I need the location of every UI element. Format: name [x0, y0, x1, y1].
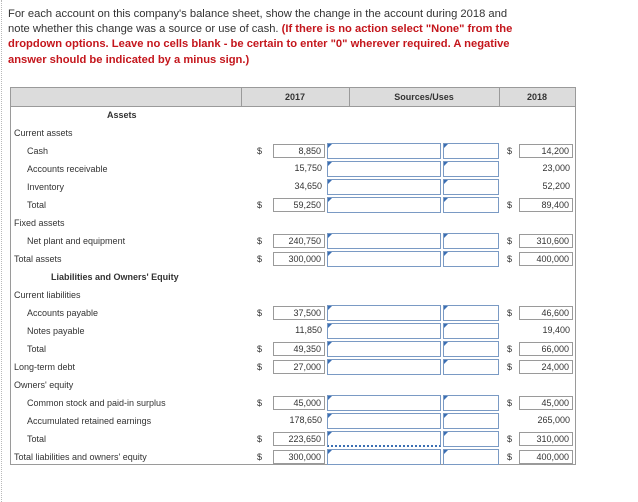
header-sources-uses: Sources/Uses — [394, 92, 454, 102]
row-label: Total assets — [14, 254, 62, 264]
value-2017: 223,650 — [273, 432, 325, 446]
source-use-dropdown[interactable] — [443, 179, 499, 195]
change-input[interactable] — [327, 323, 441, 339]
dropdown-marker-icon — [444, 306, 448, 310]
value-2018: 19,400 — [542, 325, 570, 335]
table-row — [11, 430, 575, 448]
dropdown-marker-icon — [444, 198, 448, 202]
row-label: Notes payable — [27, 326, 85, 336]
dropdown-marker-icon — [444, 324, 448, 328]
value-2017: 37,500 — [273, 306, 325, 320]
currency-2018: $ — [507, 308, 513, 318]
value-2017: 34,650 — [294, 181, 322, 191]
currency-2017: $ — [257, 308, 263, 318]
dropdown-marker-icon — [444, 252, 448, 256]
source-use-dropdown[interactable] — [443, 251, 499, 267]
value-2017: 45,000 — [273, 396, 325, 410]
source-use-dropdown[interactable] — [443, 143, 499, 159]
dropdown-marker-icon — [444, 342, 448, 346]
value-2018: 14,200 — [519, 144, 573, 158]
value-2018: 89,400 — [519, 198, 573, 212]
value-2018: 265,000 — [537, 415, 570, 425]
table-row — [11, 250, 575, 268]
input-marker-icon — [328, 324, 332, 328]
row-label: Total — [27, 200, 47, 210]
dropdown-marker-icon — [444, 144, 448, 148]
input-marker-icon — [328, 360, 332, 364]
input-marker-icon — [328, 144, 332, 148]
dropdown-marker-icon — [444, 162, 448, 166]
change-input[interactable] — [327, 305, 441, 321]
value-2018: 45,000 — [519, 396, 573, 410]
row-label: Inventory — [27, 182, 65, 192]
row-label: Current assets — [14, 128, 73, 138]
table-row — [11, 448, 575, 466]
value-2018: 24,000 — [519, 360, 573, 374]
source-use-dropdown[interactable] — [443, 395, 499, 411]
row-label: Accounts receivable — [27, 164, 108, 174]
value-2017: 49,350 — [273, 342, 325, 356]
value-2017: 59,250 — [273, 198, 325, 212]
balance-sheet-table — [10, 87, 576, 465]
source-use-dropdown[interactable] — [443, 431, 499, 447]
dropdown-marker-icon — [444, 360, 448, 364]
table-row — [11, 232, 575, 250]
row-label: Net plant and equipment — [27, 236, 126, 246]
value-2017: 11,850 — [295, 325, 322, 335]
currency-2018: $ — [507, 452, 513, 462]
row-label: Assets — [107, 110, 137, 120]
input-marker-icon — [328, 342, 332, 346]
row-label: Accumulated retained earnings — [27, 416, 152, 426]
currency-2018: $ — [507, 398, 513, 408]
header-2018: 2018 — [526, 92, 548, 102]
change-input[interactable] — [327, 233, 441, 249]
currency-2017: $ — [257, 344, 263, 354]
input-marker-icon — [328, 414, 332, 418]
table-row — [11, 286, 575, 304]
source-use-dropdown[interactable] — [443, 341, 499, 357]
row-label: Owners' equity — [14, 380, 74, 390]
value-2018: 23,000 — [542, 163, 570, 173]
source-use-dropdown[interactable] — [443, 323, 499, 339]
value-2017: 178,650 — [289, 415, 322, 425]
table-row — [11, 304, 575, 322]
row-label: Total — [27, 344, 47, 354]
currency-2017: $ — [257, 434, 263, 444]
table-row — [11, 340, 575, 358]
table-row — [11, 358, 575, 376]
table-row — [11, 142, 575, 160]
change-input[interactable] — [327, 395, 441, 411]
source-use-dropdown[interactable] — [443, 197, 499, 213]
change-input[interactable] — [327, 431, 441, 447]
change-input[interactable] — [327, 251, 441, 267]
source-use-dropdown[interactable] — [443, 359, 499, 375]
value-2018: 400,000 — [519, 450, 573, 464]
row-label: Total — [27, 434, 47, 444]
input-marker-icon — [328, 432, 332, 436]
change-input[interactable] — [327, 341, 441, 357]
table-row — [11, 376, 575, 394]
input-marker-icon — [328, 450, 332, 454]
row-label: Current liabilities — [14, 290, 81, 300]
value-2018: 310,600 — [519, 234, 573, 248]
source-use-dropdown[interactable] — [443, 233, 499, 249]
value-2018: 400,000 — [519, 252, 573, 266]
currency-2017: $ — [257, 254, 263, 264]
input-marker-icon — [328, 252, 332, 256]
dropdown-marker-icon — [444, 414, 448, 418]
input-marker-icon — [328, 306, 332, 310]
currency-2018: $ — [507, 254, 513, 264]
table-row — [11, 106, 575, 124]
header-2017: 2017 — [284, 92, 306, 102]
value-2018: 66,000 — [519, 342, 573, 356]
row-label: Total liabilities and owners' equity — [14, 452, 147, 462]
change-input[interactable] — [327, 449, 441, 465]
currency-2018: $ — [507, 200, 513, 210]
table-row — [11, 412, 575, 430]
row-label: Liabilities and Owners' Equity — [51, 272, 179, 282]
source-use-dropdown[interactable] — [443, 449, 499, 465]
source-use-dropdown[interactable] — [443, 413, 499, 429]
table-row — [11, 178, 575, 196]
instructions-warning: (If there is no action select "None" from the dropdown options. Leave no cells blank - be certain to enter "0" wherever required. A negative answer should be indicated by a minus sign.) — [8, 23, 513, 66]
currency-2018: $ — [507, 236, 513, 246]
source-use-dropdown[interactable] — [443, 305, 499, 321]
currency-2017: $ — [257, 200, 263, 210]
value-2017: 300,000 — [273, 450, 325, 464]
table-row — [11, 322, 575, 340]
input-marker-icon — [328, 180, 332, 184]
currency-2017: $ — [257, 362, 263, 372]
change-input[interactable] — [327, 413, 441, 429]
source-use-dropdown[interactable] — [443, 161, 499, 177]
dropdown-marker-icon — [444, 234, 448, 238]
change-input[interactable] — [327, 143, 441, 159]
currency-2018: $ — [507, 146, 513, 156]
table-row — [11, 268, 575, 286]
currency-2017: $ — [257, 236, 263, 246]
value-2017: 8,850 — [273, 144, 325, 158]
currency-2017: $ — [257, 452, 263, 462]
currency-2017: $ — [257, 146, 263, 156]
instructions-text: For each account on this company's balance sheet, show the change in the account during 2018 and note whether this change was a source or use of cash. — [8, 8, 508, 36]
change-input[interactable] — [327, 161, 441, 177]
table-header-row — [11, 88, 575, 107]
change-input[interactable] — [327, 359, 441, 375]
dropdown-marker-icon — [444, 396, 448, 400]
table-row — [11, 124, 575, 142]
table-row — [11, 214, 575, 232]
dropdown-marker-icon — [444, 450, 448, 454]
dropdown-marker-icon — [444, 432, 448, 436]
table-row — [11, 196, 575, 214]
row-label: Accounts payable — [27, 308, 99, 318]
table-row — [11, 160, 575, 178]
change-input[interactable] — [327, 197, 441, 213]
currency-2018: $ — [507, 362, 513, 372]
row-label: Fixed assets — [14, 218, 65, 228]
input-marker-icon — [328, 396, 332, 400]
value-2017: 300,000 — [273, 252, 325, 266]
input-marker-icon — [328, 234, 332, 238]
row-label: Common stock and paid-in surplus — [27, 398, 166, 408]
input-marker-icon — [328, 198, 332, 202]
input-marker-icon — [328, 162, 332, 166]
value-2018: 52,200 — [542, 181, 570, 191]
currency-2017: $ — [257, 398, 263, 408]
dropdown-marker-icon — [444, 180, 448, 184]
currency-2018: $ — [507, 434, 513, 444]
value-2017: 15,750 — [294, 163, 322, 173]
value-2018: 310,000 — [519, 432, 573, 446]
value-2017: 27,000 — [273, 360, 325, 374]
value-2018: 46,600 — [519, 306, 573, 320]
instructions — [8, 7, 528, 68]
value-2017: 240,750 — [273, 234, 325, 248]
currency-2018: $ — [507, 344, 513, 354]
row-label: Cash — [27, 146, 49, 156]
row-label: Long-term debt — [14, 362, 76, 372]
change-input[interactable] — [327, 179, 441, 195]
table-row — [11, 394, 575, 412]
left-dotted-border — [1, 0, 2, 502]
